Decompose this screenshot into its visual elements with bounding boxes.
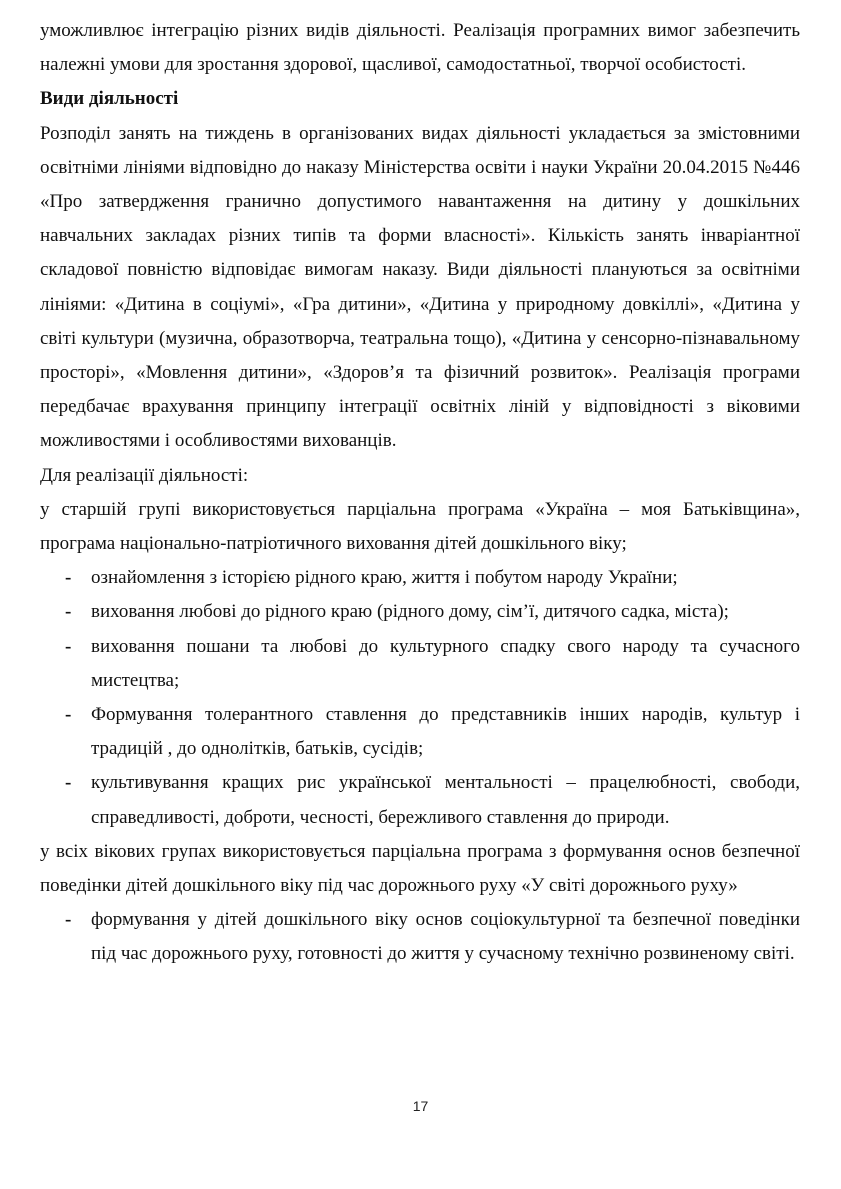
list-item <box>40 561 800 595</box>
list-item <box>40 595 800 629</box>
page-number: 17 <box>412 1098 429 1114</box>
list-item <box>40 766 800 834</box>
list-item <box>40 630 800 698</box>
list-item <box>40 903 800 971</box>
document-page <box>40 14 800 972</box>
dash-bullet-icon: - <box>65 635 72 657</box>
dash-bullet-icon: - <box>65 909 72 931</box>
senior-group-list <box>40 561 800 835</box>
dash-bullet-icon: - <box>65 704 72 726</box>
section-heading: Види діяльності <box>40 88 179 110</box>
list-item-text: виховання пошани та любові до культурного спадку свого народу та сучасного мистецтва; <box>91 635 800 691</box>
dash-bullet-icon: - <box>65 772 72 794</box>
all-groups-paragraph: у всіх вікових групах використовується парціальна програма з формування основ безпечної поведінки дітей дошкільного віку під час дорожнього руху «У світі дорожнього руху» <box>40 840 800 897</box>
dash-bullet-icon: - <box>65 567 72 589</box>
main-paragraph: Розподіл занять на тиждень в організованих видах діяльності укладається за змістовними освітніми лініями відповідно до наказу Міністерства освіти і науки України 20.04.2015 №446 «Про затвердження гранично допустимого навантаження на дитину у дошкільних навчальних закладах різних типів та форми власності». Кількість занять інваріантної складової повністю відповідає вимогам наказу. Види діяльності плануються за освітніми лініями: «Дитина в соціумі», «Гра дитини», «Дитина у природному довкіллі», «Дитина у світі культури (музична, образотворча, театральна тощо), «Дитина у сенсорно-пізнавальному просторі», «Мовлення дитини», «Здоров’я та фізичний розвиток». Реалізація програми передбачає врахування принципу інтеграції освітніх ліній у відповідності з віковими можливостями і особливостями вихованців. <box>40 122 800 452</box>
list-item-text: формування у дітей дошкільного віку основ соціокультурної та безпечної поведінки під час дорожнього руху, готовності до життя у сучасному технічно розвиненому світі. <box>91 909 800 965</box>
list-item-text: культивування кращих рис української ментальності – працелюбності, свободи, справедливості, доброти, чесності, бережливого ставлення до природи. <box>91 772 800 828</box>
all-groups-list <box>40 903 800 971</box>
list-item-text: виховання любові до рідного краю (рідного дому, сім’ї, дитячого садка, міста); <box>91 601 729 623</box>
senior-group-paragraph: у старшій групі використовується парціальна програма «Україна – моя Батьківщина», програма національно-патріотичного виховання дітей дошкільного віку; <box>40 498 800 555</box>
list-item <box>40 698 800 766</box>
intro-paragraph: уможливлює інтеграцію різних видів діяльності. Реалізація програмних вимог забезпечить належні умови для зростання здорової, щасливої, самодостатньої, творчої особистості. <box>40 20 800 76</box>
list-item-text: Формування толерантного ставлення до представників інших народів, культур і традицій , до однолітків, батьків, сусідів; <box>91 704 800 760</box>
dash-bullet-icon: - <box>65 601 72 623</box>
list-item-text: ознайомлення з історією рідного краю, життя і побутом народу України; <box>91 567 678 589</box>
implementation-label: Для реалізації діяльності: <box>40 464 249 486</box>
